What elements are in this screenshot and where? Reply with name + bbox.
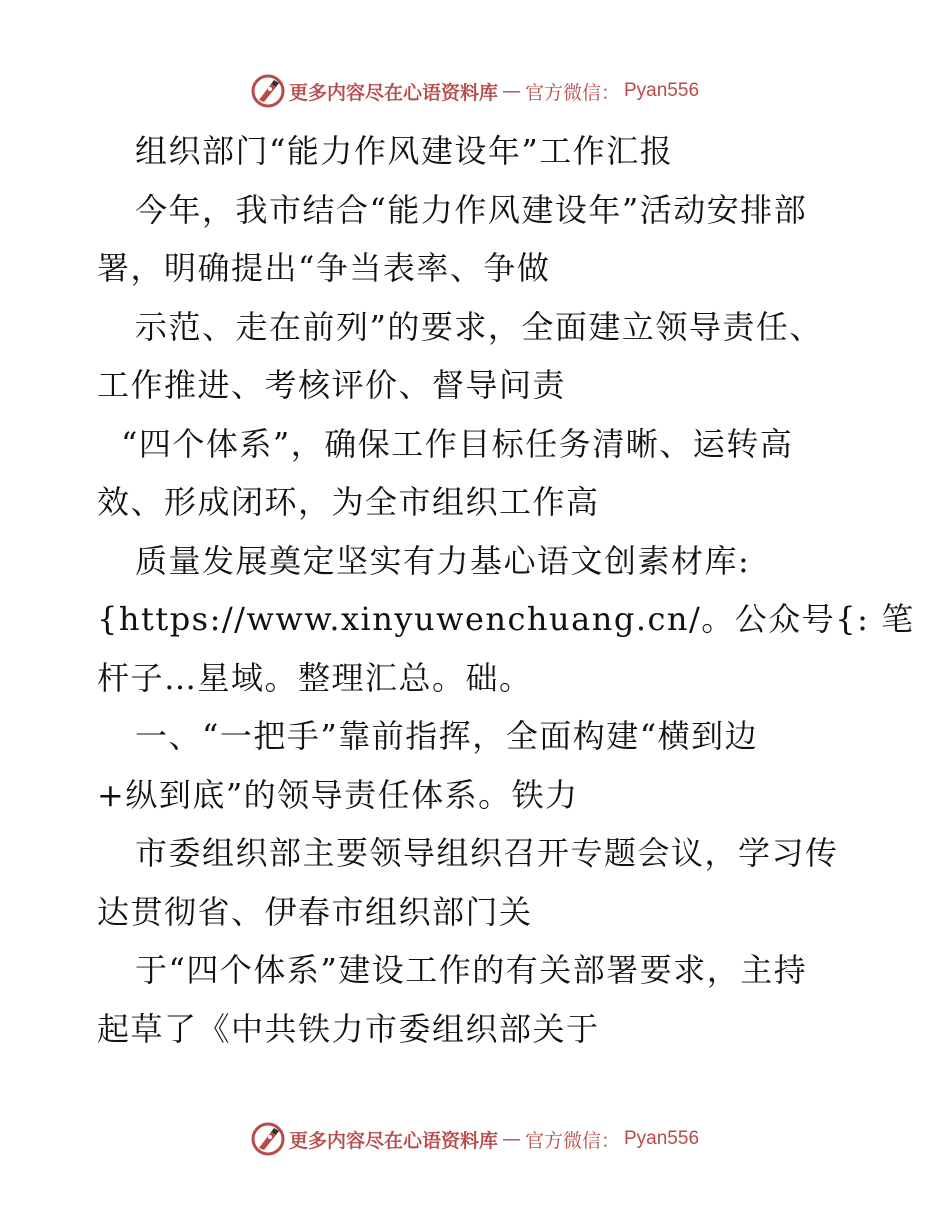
banner-wechat-id: Pyan556 <box>624 80 700 101</box>
pen-nib-logo-icon <box>251 1122 285 1156</box>
banner-wechat-id: Pyan556 <box>624 1128 700 1149</box>
banner-wechat-label: 官方微信： <box>524 1129 620 1152</box>
paragraph-line: 质量发展奠定坚实有力基心语文创素材库: <box>135 541 751 580</box>
paragraph-line: 署，明确提出“争当表率、争做 <box>97 249 551 287</box>
paragraph-line: 示范、走在前列”的要求，全面建立领导责任、 <box>135 307 823 346</box>
paragraph-line: 起草了《中共铁力市委组织部关于 <box>97 1009 600 1048</box>
banner-separator: — <box>501 80 521 102</box>
section-heading: 一、“一把手”靠前指挥，全面构建“横到边 <box>135 717 759 755</box>
paragraph-line: 于“四个体系”建设工作的有关部署要求，主持 <box>135 951 808 989</box>
banner-brand-text: 更多内容尽在心语资料库 <box>288 1129 498 1152</box>
paragraph-line: 市委组织部主要领导组织召开专题会议，学习传 <box>135 834 839 872</box>
paragraph-line: 达贯彻省、伊春市组织部门关 <box>97 892 533 931</box>
document-body <box>97 122 915 1058</box>
banner-separator: — <box>501 1128 521 1150</box>
footer-banner <box>0 1119 950 1159</box>
paragraph-line: 今年，我市结合“能力作风建设年”活动安排部 <box>135 190 808 229</box>
pen-nib-logo-icon <box>251 74 285 108</box>
paragraph-line: +纵到底”的领导责任体系。铁力 <box>97 775 579 814</box>
paragraph-line: 工作推进、考核评价、督导问责 <box>97 366 567 404</box>
paragraph-line: “四个体系”，确保工作目标任务清晰、运转高 <box>121 424 794 463</box>
document-title: 组织部门“能力作风建设年”工作汇报 <box>135 132 674 170</box>
banner-wechat-label: 官方微信： <box>524 81 620 104</box>
paragraph-line: 效、形成闭环，为全市组织工作高 <box>97 483 600 521</box>
paragraph-line: 杆子…星域。整理汇总。础。 <box>97 658 533 697</box>
paragraph-line: {https://www.xinyuwenchuang.cn/。公众号{: 笔 <box>97 600 915 638</box>
banner-brand-text: 更多内容尽在心语资料库 <box>288 81 498 104</box>
header-banner <box>0 71 950 111</box>
